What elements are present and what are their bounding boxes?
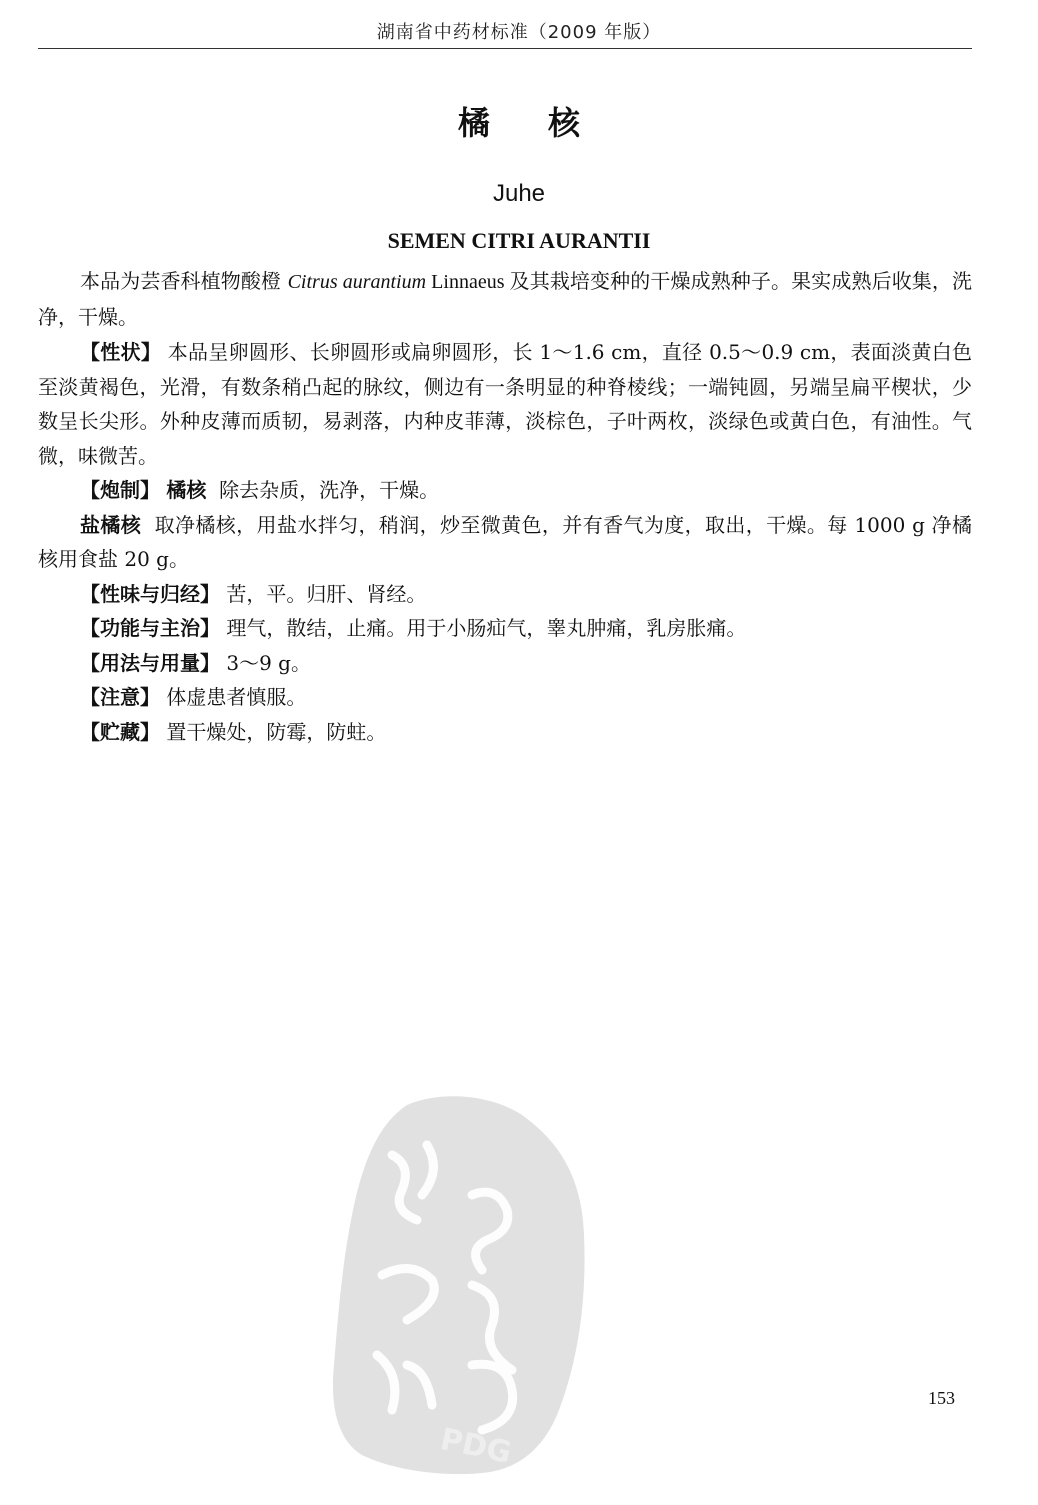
processing-item1-label: 橘核 (166, 478, 207, 502)
caution-text: 体虚患者慎服。 (166, 685, 307, 709)
page-number: 153 (928, 1388, 955, 1408)
processing-item2-label: 盐橘核 (80, 512, 142, 537)
processing-section (38, 473, 972, 508)
processing-item2 (38, 508, 972, 577)
monograph-latin-name: SEMEN CITRI AURANTII (387, 228, 651, 253)
dosage-section (38, 646, 972, 681)
dosage-text: 3～9 g。 (226, 650, 311, 675)
monograph-body (38, 264, 972, 749)
caution-section (38, 680, 972, 715)
description-text: 本品呈卵圆形、长卵圆形或扁卵圆形，长 1～1.6 cm，直径 0.5～0.9 cm，表面淡黄白色至淡黄褐色，光滑，有数条稍凸起的脉纹，侧边有一条明显的种脊棱线；一端钝圆，另端呈扁平楔状，少数呈长尖形。外种皮薄而质韧，易剥落，内种皮菲薄，淡棕色，子叶两枚，淡绿色或黄白色，有油性。气微，味微苦。 (38, 340, 973, 468)
intro-paragraph (38, 264, 972, 335)
caution-heading: 【注意】 (80, 685, 160, 709)
processing-item2-text: 取净橘核，用盐水拌匀，稍润，炒至微黄色，并有香气为度，取出，干燥。每 1000 g 净橘核用食盐 20 g。 (38, 512, 972, 571)
function-heading: 【功能与主治】 (80, 616, 220, 640)
storage-text: 置干燥处，防霉，防蛀。 (166, 719, 387, 744)
intro-text-pre: 本品为芸香科植物酸橙 (80, 269, 288, 293)
watermark-pdg-text: PDG (437, 1421, 515, 1471)
nature-text: 苦，平。归肝、肾经。 (226, 581, 427, 606)
monograph-pinyin: Juhe (492, 180, 546, 207)
processing-item1-text: 除去杂质，洗净，干燥。 (219, 478, 440, 502)
description-section (38, 335, 972, 473)
monograph-title: 橘核 (457, 104, 638, 142)
nature-heading: 【性味与归经】 (80, 581, 220, 606)
function-section (38, 611, 972, 646)
intro-latin-species: Citrus aurantium (287, 271, 427, 293)
function-text: 理气，散结，止痛。用于小肠疝气，睾丸肿痛，乳房胀痛。 (226, 616, 747, 640)
nature-section (38, 577, 972, 612)
storage-heading: 【贮藏】 (80, 719, 160, 744)
intro-text-post: Linnaeus 及其栽培变种的干燥成熟种子。果实成熟后收集，洗净，干燥。 (38, 271, 973, 329)
dosage-heading: 【用法与用量】 (80, 650, 220, 675)
watermark-seal (322, 1085, 592, 1485)
header-rule (38, 48, 972, 49)
processing-heading: 【炮制】 (80, 478, 160, 502)
storage-section (38, 715, 972, 750)
description-heading: 【性状】 (80, 340, 162, 364)
running-header: 湖南省中药材标准（2009 年版） (376, 22, 662, 43)
